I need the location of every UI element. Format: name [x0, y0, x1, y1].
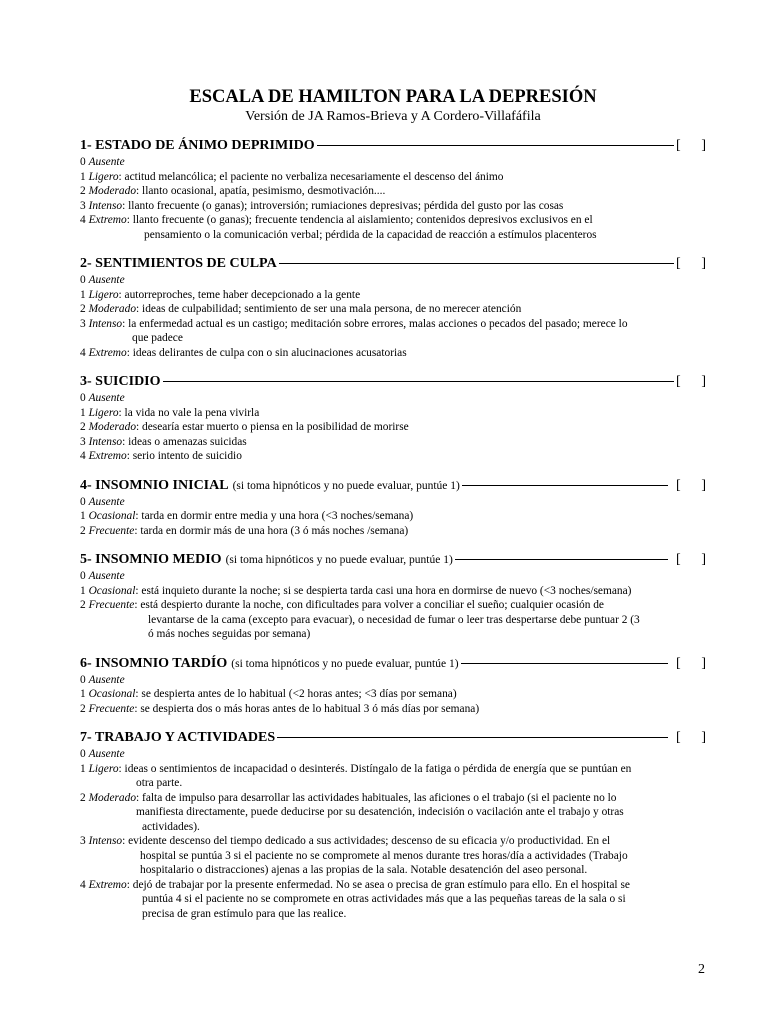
underline-rule — [317, 145, 674, 146]
item-title: 6- INSOMNIO TARDÍO — [80, 655, 228, 671]
scale-item — [80, 477, 706, 539]
page-subtitle: Versión de JA Ramos-Brieva y A Cordero-Villafáfila — [245, 109, 541, 124]
level-2-continued: levantarse de la cama (excepto para evacuar), o necesidad de fumar o leer tras despertarse debe puntuar 2 (3 — [148, 613, 640, 626]
level-0: 0 Ausente — [80, 274, 125, 286]
level-4-continued: puntúa 4 si el paciente no se compromete en otras actividades más que a las pequeñas tareas de la sala o si — [142, 893, 626, 905]
underline-rule — [461, 663, 668, 664]
level-3-continued-2: hospitalario o distracciones) ajenas a las propias de la sala. Notable desatención del aseo personal. — [140, 864, 588, 876]
page-title: ESCALA DE HAMILTON PARA LA DEPRESIÓN — [189, 87, 597, 107]
level-list — [80, 273, 706, 360]
score-box[interactable]: [ ] — [676, 374, 706, 389]
level-3: 3 Intenso: llanto frecuente (o ganas); introversión; rumiaciones depresivas; pérdida del gusto por las cosas — [80, 199, 564, 212]
level-4: 4 Extremo: ideas delirantes de culpa con o sin alucinaciones acusatorias — [80, 346, 407, 359]
level-1: 1 Ocasional: tarda en dormir entre media y una hora (<3 noches/semana) — [80, 510, 414, 522]
scale-item — [80, 655, 706, 717]
level-list — [80, 391, 706, 464]
page-number: 2 — [698, 962, 705, 977]
level-3-continued: que padece — [132, 332, 183, 344]
level-3: 3 Intenso: ideas o amenazas suicidas — [80, 435, 247, 448]
scale-item — [80, 729, 706, 921]
level-1: 1 Ligero: la vida no vale la pena vivirla — [80, 406, 260, 419]
item-note: (si toma hipnóticos y no puede evaluar, puntúe 1) — [232, 479, 460, 492]
level-2: 2 Frecuente: tarda en dormir más de una hora (3 ó más noches /semana) — [80, 524, 409, 537]
item-heading-row — [80, 655, 706, 673]
level-1: 1 Ocasional: se despierta antes de lo habitual (<2 horas antes; <3 días por semana) — [80, 688, 457, 700]
item-heading-row — [80, 255, 706, 273]
level-2: 2 Moderado: desearía estar muerto o piensa en la posibilidad de morirse — [80, 421, 409, 433]
score-box[interactable]: [ ] — [676, 477, 706, 493]
underline-rule — [277, 737, 668, 738]
item-heading-row — [80, 729, 706, 747]
item-heading-row — [80, 373, 706, 391]
level-2: 2 Moderado: ideas de culpabilidad; sentimiento de ser una mala persona, de no merecer atención — [80, 303, 522, 315]
score-box[interactable]: [ ] — [676, 655, 706, 671]
scale-item — [80, 373, 706, 464]
item-title: 5- INSOMNIO MEDIO — [80, 552, 222, 567]
underline-rule — [455, 559, 668, 560]
level-3: 3 Intenso: evidente descenso del tiempo dedicado a sus actividades; descenso de su eficacia y/o productividad. En el — [80, 835, 611, 847]
score-box[interactable]: [ ] — [676, 256, 706, 271]
item-title: 1- ESTADO DE ÁNIMO DEPRIMIDO — [80, 138, 315, 153]
item-title: 2- SENTIMIENTOS DE CULPA — [80, 256, 277, 271]
level-4: 4 Extremo: dejó de trabajar por la presente enfermedad. No se asea o precisa de gran estímulo para ello. En el hospital se — [80, 878, 630, 891]
underline-rule — [279, 263, 674, 264]
level-list — [80, 747, 706, 921]
level-2-continued: manifiesta directamente, puede deducirse por su desatención, indecisión o vacilación ante el trabajo y otras — [136, 806, 624, 818]
level-2-continued-2: actividades). — [142, 820, 200, 833]
level-2: 2 Moderado: llanto ocasional, apatía, pesimismo, desmotivación.... — [80, 185, 386, 197]
level-0: 0 Ausente — [80, 392, 125, 404]
level-1: 1 Ligero: actitud melancólica; el paciente no verbaliza necesariamente el descenso del ánimo — [80, 170, 504, 183]
level-1: 1 Ligero: autorreproches, teme haber decepcionado a la gente — [80, 288, 361, 301]
score-box[interactable]: [ ] — [676, 730, 706, 745]
scale-item — [80, 137, 706, 242]
level-4: 4 Extremo: llanto frecuente (o ganas); frecuente tendencia al aislamiento; contenidos depresivos exclusivos en el — [80, 214, 593, 226]
item-heading-row — [80, 551, 706, 569]
level-0: 0 Ausente — [80, 748, 125, 760]
level-1-continued: otra parte. — [136, 777, 183, 789]
level-1: 1 Ligero: ideas o sentimientos de incapacidad o desinterés. Distíngalo de la fatiga o pérdida de energía que se puntúan en — [80, 762, 632, 775]
document-page — [80, 86, 706, 934]
level-0: 0 Ausente — [80, 495, 125, 508]
score-box[interactable]: [ ] — [676, 552, 706, 567]
item-note: (si toma hipnóticos y no puede evaluar, puntúe 1) — [225, 554, 453, 566]
underline-rule — [462, 485, 668, 486]
level-0: 0 Ausente — [80, 570, 125, 582]
level-2-continued-2: ó más noches seguidas por semana) — [148, 628, 311, 640]
item-title: 4- INSOMNIO INICIAL — [80, 477, 229, 493]
level-2: 2 Frecuente: se despierta dos o más horas antes de lo habitual 3 ó más días por semana) — [80, 702, 480, 715]
level-4-continued: pensamiento o la comunicación verbal; pérdida de la capacidad de reacción a estímulos placenteros — [144, 228, 597, 241]
item-heading-row — [80, 137, 706, 155]
level-list — [80, 569, 706, 642]
scale-item — [80, 551, 706, 642]
level-2: 2 Frecuente: está despierto durante la noche, con dificultades para volver a conciliar el sueño; cualquier ocasión de — [80, 599, 604, 611]
underline-rule — [163, 381, 674, 382]
score-box[interactable]: [ ] — [676, 138, 706, 153]
level-list — [80, 155, 706, 242]
item-title: 7- TRABAJO Y ACTIVIDADES — [80, 730, 276, 745]
level-list — [80, 673, 706, 717]
item-note: (si toma hipnóticos y no puede evaluar, puntúe 1) — [231, 657, 459, 670]
level-3: 3 Intenso: la enfermedad actual es un castigo; meditación sobre errores, malas acciones o pecados del pasado; merece lo — [80, 317, 628, 330]
level-1: 1 Ocasional: está inquieto durante la noche; si se despierta tarda casi una hora en dormirse de nuevo (<3 noches/semana) — [80, 584, 632, 597]
item-title: 3- SUICIDIO — [80, 374, 161, 389]
level-0: 0 Ausente — [80, 156, 125, 168]
level-2: 2 Moderado: falta de impulso para desarrollar las actividades habituales, las aficiones o el trabajo (si el paciente no lo — [80, 791, 617, 804]
level-4-continued-2: precisa de gran estímulo para que las realice. — [142, 907, 347, 920]
scale-item — [80, 255, 706, 360]
level-4: 4 Extremo: serio intento de suicidio — [80, 450, 242, 462]
level-3-continued: hospital se puntúa 3 si el paciente no se compromete al menos durante tres horas/día a actividades (Trabajo — [140, 849, 628, 862]
level-list — [80, 495, 706, 539]
item-heading-row — [80, 477, 706, 495]
level-0: 0 Ausente — [80, 673, 125, 686]
